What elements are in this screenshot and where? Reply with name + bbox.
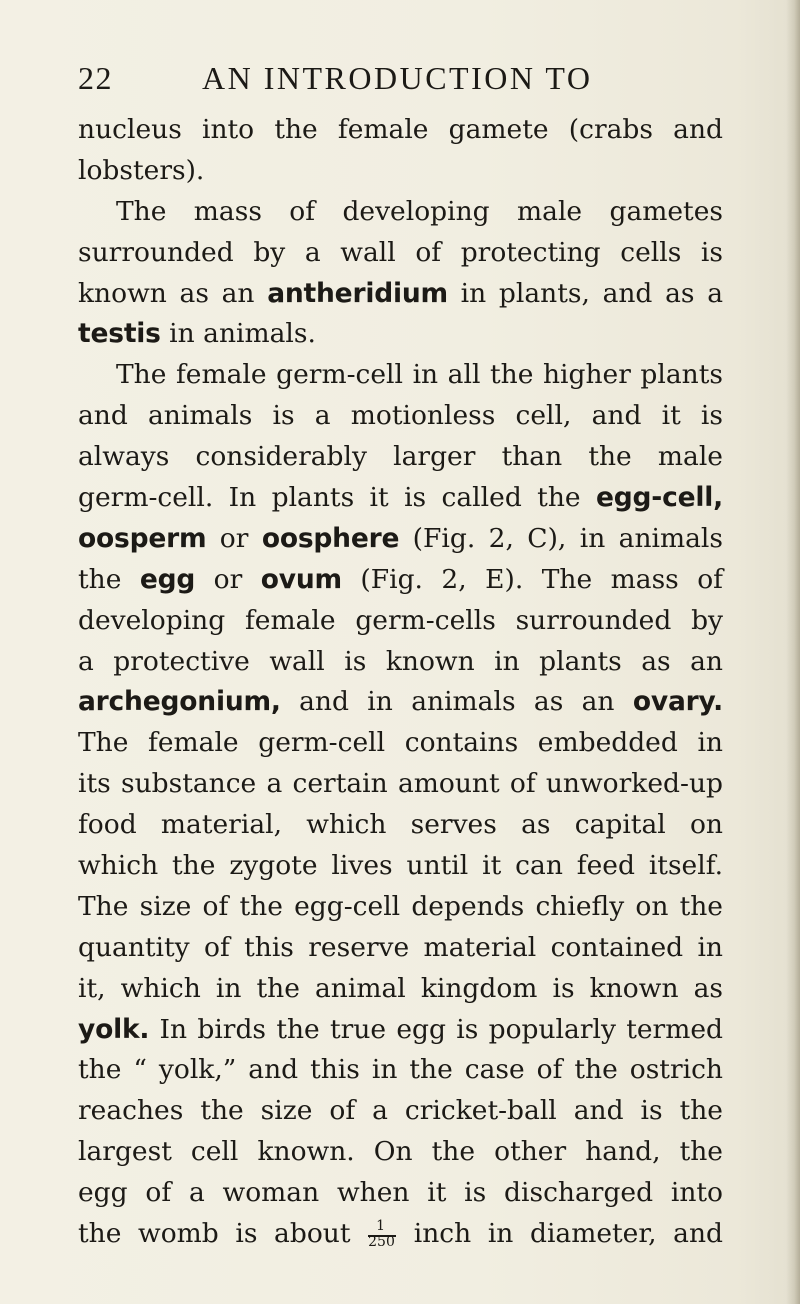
term-ovary: ovary. (632, 686, 723, 718)
text-line: oosperm or oosphere (Fig. 2, C), in animals (78, 522, 723, 554)
text-line: The size of the egg-cell depends chiefly on the (78, 890, 723, 922)
term-oosperm: oosperm (78, 522, 207, 554)
text-line: surrounded by a wall of protecting cells is (78, 236, 723, 268)
text-line: nucleus into the female gamete (crabs and (78, 114, 723, 145)
text-line: germ-cell. In plants it is called the egg-cell, (78, 482, 723, 514)
fraction-denominator: 250 (368, 1234, 395, 1251)
text-line: testis in animals. (78, 318, 316, 350)
page-edge-shadow (786, 0, 800, 1304)
term-yolk: yolk. (78, 1013, 150, 1045)
term-archegonium: archegonium, (78, 686, 281, 718)
text-line: a protective wall is known in plants as an (78, 645, 723, 677)
running-head: AN INTRODUCTION TO (202, 60, 593, 96)
term-egg-cell: egg-cell, (595, 482, 723, 514)
page-header (78, 58, 728, 98)
text-line: known as an antheridium in plants, and as a (78, 277, 723, 309)
term-oosphere: oosphere (261, 522, 400, 554)
page-number: 22 (78, 60, 113, 96)
text-line: The female germ-cell in all the higher plants (116, 359, 723, 391)
text-line: developing female germ-cells surrounded by (78, 604, 723, 636)
fraction-one-two-hundred-fiftieth (367, 1218, 397, 1251)
text-line: The mass of developing male gametes (116, 195, 723, 227)
text-line: which the zygote lives until it can feed itself. (78, 850, 723, 882)
term-antheridium: antheridium (267, 277, 448, 309)
text-line: reaches the size of a cricket-ball and is the (78, 1095, 723, 1127)
text-line: egg of a woman when it is discharged into (78, 1177, 723, 1209)
text-line: and animals is a motionless cell, and it is (78, 400, 723, 432)
body-text (78, 110, 723, 1255)
term-egg: egg (139, 563, 196, 595)
text-line: The female germ-cell contains embedded in (78, 727, 723, 759)
text-line: largest cell known. On the other hand, the (78, 1136, 723, 1168)
term-ovum: ovum (260, 563, 342, 595)
term-testis: testis (78, 318, 161, 350)
text-line: always considerably larger than the male (78, 441, 723, 473)
text-line: quantity of this reserve material contained in (78, 931, 723, 963)
text-line: the egg or ovum (Fig. 2, E). The mass of (78, 563, 723, 595)
text-line: it, which in the animal kingdom is known as (78, 972, 723, 1004)
fraction-numerator: 1 (376, 1218, 386, 1235)
text-line: yolk. In birds the true egg is popularly termed (78, 1013, 723, 1045)
text-line: archegonium, and in animals as an ovary. (78, 686, 723, 718)
text-line: the womb is about $\frac{1}{250}$ inch in diameter, and (78, 1218, 723, 1251)
text-line: lobsters). (78, 154, 205, 186)
text-line: food material, which serves as capital on (78, 809, 723, 841)
text-line: its substance a certain amount of unworked-up (78, 768, 723, 800)
text-line: the “ yolk,” and this in the case of the ostrich (78, 1054, 723, 1086)
